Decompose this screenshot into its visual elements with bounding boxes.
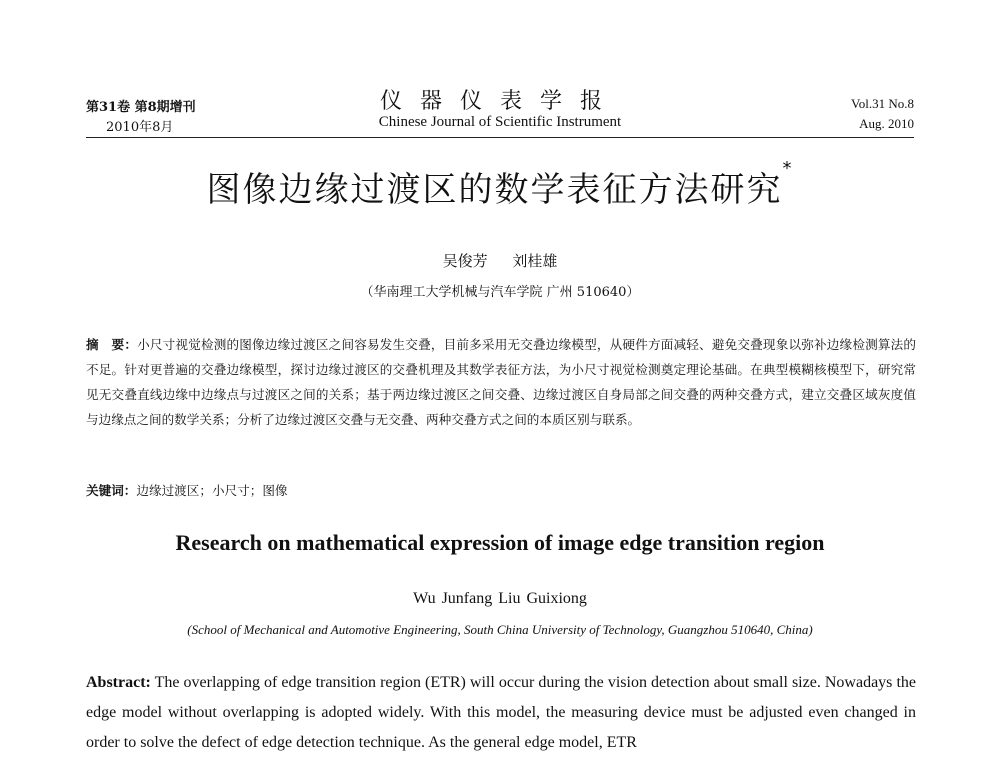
keywords-cn-label: 关键词： (86, 483, 137, 498)
abstract-en-label: Abstract: (86, 674, 151, 691)
paper-title-cn (0, 158, 1000, 211)
paper-title-en: Research on mathematical expression of image edge transition region (175, 530, 825, 555)
publication-date: Aug. 2010 (859, 116, 914, 131)
header-rule (86, 137, 914, 138)
issue-info: 第31卷 第8期增刊 (86, 100, 196, 115)
title-footnote-mark: * (782, 158, 794, 179)
abstract-en (86, 668, 916, 758)
paper-title-cn-text: 图像边缘过渡区的数学表征方法研究 (206, 170, 783, 210)
authors-en: Wu Junfang Liu Guixiong (413, 590, 587, 607)
journal-name-en: Chinese Journal of Scientific Instrument (378, 114, 622, 130)
abstract-cn-text: 小尺寸视觉检测的图像边缘过渡区之间容易发生交叠，目前多采用无交叠边缘模型，从硬件方面减轻、避免交叠现象以弥补边缘检测算法的不足。针对更普遍的交叠边缘模型，探讨边缘过渡区的交叠机理及其数学表征方法，为小尺寸视觉检测奠定理论基础。在典型模糊核模型下，研究常见无交叠直线边缘中边缘点与过渡区之间的关系；基于两边缘过渡区之间交叠、边缘过渡区自身局部之间交叠的两种交叠方式，建立交叠区域灰度值与边缘点之间的数学关系；分析了边缘过渡区交叠与无交叠、两种交叠方式之间的本质区别与联系。 (86, 337, 917, 427)
keywords-cn (86, 480, 288, 499)
journal-name-cn: 仪器仪表学报 (379, 89, 620, 114)
issue-date: 2010年8月 (106, 120, 174, 135)
affiliation-cn: （华南理工大学机械与汽车学院 广州 510640） (360, 285, 640, 300)
authors-cn: 吴俊芳 刘桂雄 (442, 252, 558, 270)
abstract-cn (86, 332, 916, 432)
affiliation-en: (School of Mechanical and Automotive Engineering, South China University of Technology, Guangzhou 510640, China) (187, 622, 813, 637)
volume-number: Vol.31 No.8 (851, 96, 914, 111)
keywords-cn-text: 边缘过渡区；小尺寸；图像 (136, 483, 288, 498)
abstract-cn-label: 摘 要： (86, 337, 138, 352)
abstract-en-text: The overlapping of edge transition region (ETR) will occur during the vision detection about small size. Nowadays the edge model without overlapping is adopted widely. With this model, the measuring device must be adjusted even changed in order to solve the defect of edge detection technique. As the general edge model, ETR (86, 674, 916, 751)
